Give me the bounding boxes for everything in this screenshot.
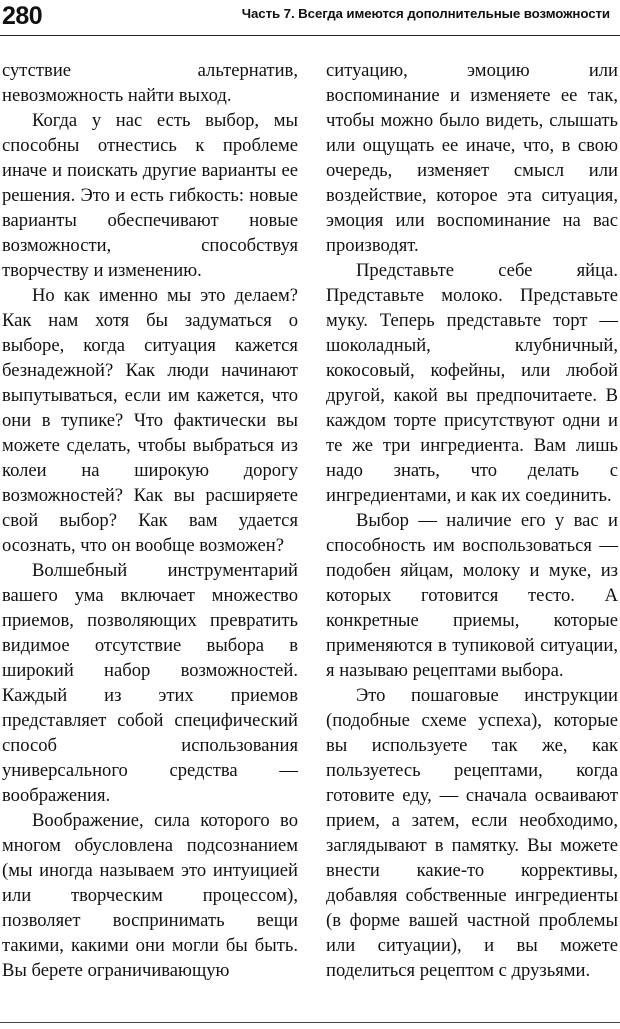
paragraph: ситуацию, эмоцию или воспоминание и изменяете ее так, чтобы можно было видеть, слышать или ощущать ее иначе, что, в свою очередь, изменяет смысл или воздействие, которое эта ситуация, эмоция или воспоминание на вас производят. xyxy=(326,60,618,256)
paragraph: Воображение, сила которого во многом обусловлена подсознанием (мы иногда называем это интуицией или творческим процессом), позволяет воспринимать вещи такими, какими они могли бы быть. Вы берете ограничивающую xyxy=(2,810,298,981)
paragraph: Волшебный инструментарий вашего ума включает множество приемов, позволяющих превратить видимое отсутствие выбора в широкий набор возможностей. Каждый из этих приемов представляет собой специфический способ использования универсального средства — воображения. xyxy=(2,560,298,806)
right-column xyxy=(326,58,618,983)
footer-rule xyxy=(0,1022,620,1023)
paragraph: сутствие альтернатив, невозможность найти выход. xyxy=(2,60,298,106)
header-rule xyxy=(0,35,620,36)
paragraph: Когда у нас есть выбор, мы способны отнестись к проблеме иначе и поискать другие варианты ее решения. Это и есть гибкость: новые варианты обеспечивают новые возможности, способствуя творчеству и изменению. xyxy=(2,110,298,281)
paragraph: Выбор — наличие его у вас и способность им воспользоваться — подобен яйцам, молоку и муке, из которых готовится тесто. А конкретные приемы, которые применяются в тупиковой ситуации, я называю рецептами выбора. xyxy=(326,510,618,681)
page-number: 280 xyxy=(2,2,43,30)
paragraph: Это пошаговые инструкции (подобные схеме успеха), которые вы используете так же, как пользуетесь рецептами, когда готовите еду, — сначала осваивают прием, а затем, если необходимо, заглядывают в памятку. Вы можете внести какие-то коррективы, добавляя собственные ингредиенты (в форме вашей частной проблемы или ситуации), и вы можете поделиться рецептом с друзьями. xyxy=(326,685,618,981)
running-head: Часть 7. Всегда имеются дополнительные возможности xyxy=(241,6,610,21)
paragraph: Представьте себе яйца. Представьте молоко. Представьте муку. Теперь представьте торт — шоколадный, клубничный, кокосовый, кофейны, или любой другой, какой вы предпочитаете. В каждом торте присутствуют одни и те же три ингредиента. Вам лишь надо знать, что делать с ингредиентами, и как их соединить. xyxy=(326,260,618,506)
left-column xyxy=(2,58,298,983)
paragraph: Но как именно мы это делаем? Как нам хотя бы задуматься о выборе, когда ситуация кажется безнадежной? Как люди начинают выпутываться, если им кажется, что они в тупике? Что фактически вы можете сделать, чтобы выбраться из колеи на широкую дорогу возможностей? Как вы расширяете свой выбор? Как вам удается осознать, что он вообще возможен? xyxy=(2,285,298,556)
